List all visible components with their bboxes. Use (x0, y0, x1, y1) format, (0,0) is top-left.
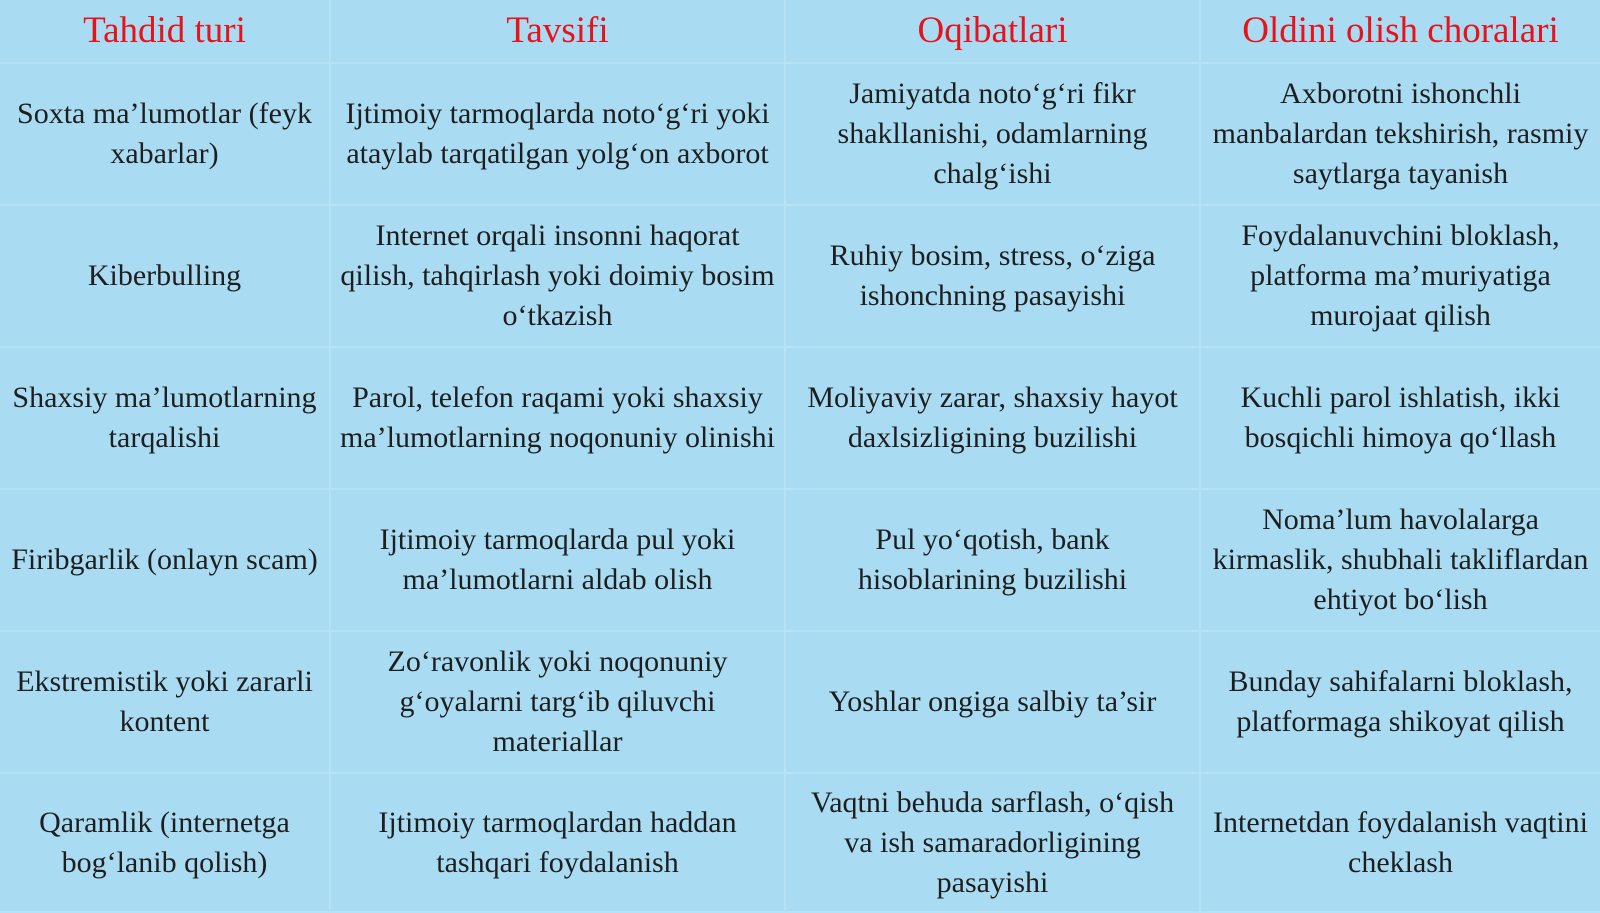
cell-consequences: Moliyaviy zarar, shaxsiy hayot daxlsizligining buzilishi (785, 347, 1200, 489)
cell-prevention: Kuchli parol ishlatish, ikki bosqichli himoya qo‘llash (1200, 347, 1600, 489)
cell-threat-type: Soxta ma’lumotlar (feyk xabarlar) (0, 63, 330, 205)
cell-consequences: Yoshlar ongiga salbiy ta’sir (785, 631, 1200, 773)
header-row (0, 0, 1600, 63)
table-row (0, 63, 1600, 205)
table-row (0, 347, 1600, 489)
cell-prevention: Axborotni ishonchli manbalardan tekshirish, rasmiy saytlarga tayanish (1200, 63, 1600, 205)
table-row (0, 205, 1600, 347)
cell-description: Parol, telefon raqami yoki shaxsiy ma’lumotlarning noqonuniy olinishi (330, 347, 785, 489)
cell-threat-type: Ekstremistik yoki zararli kontent (0, 631, 330, 773)
cell-threat-type: Firibgarlik (onlayn scam) (0, 489, 330, 631)
cell-prevention: Foydalanuvchini bloklash, platforma ma’muriyatiga murojaat qilish (1200, 205, 1600, 347)
cell-prevention: Internetdan foydalanish vaqtini cheklash (1200, 773, 1600, 912)
cell-threat-type: Qaramlik (internetga bog‘lanib qolish) (0, 773, 330, 912)
cell-prevention: Bunday sahifalarni bloklash, platformaga shikoyat qilish (1200, 631, 1600, 773)
cell-description: Internet orqali insonni haqorat qilish, tahqirlash yoki doimiy bosim o‘tkazish (330, 205, 785, 347)
cell-consequences: Pul yo‘qotish, bank hisoblarining buzilishi (785, 489, 1200, 631)
cell-threat-type: Kiberbulling (0, 205, 330, 347)
cell-prevention: Noma’lum havolalarga kirmaslik, shubhali takliflardan ehtiyot bo‘lish (1200, 489, 1600, 631)
cell-threat-type: Shaxsiy ma’lumotlarning tarqalishi (0, 347, 330, 489)
cell-description: Ijtimoiy tarmoqlarda pul yoki ma’lumotlarni aldab olish (330, 489, 785, 631)
cell-description: Zo‘ravonlik yoki noqonuniy g‘oyalarni targ‘ib qiluvchi materiallar (330, 631, 785, 773)
table-row (0, 773, 1600, 912)
header-description: Tavsifi (330, 0, 785, 63)
table-row (0, 631, 1600, 773)
header-threat-type: Tahdid turi (0, 0, 330, 63)
header-prevention: Oldini olish choralari (1200, 0, 1600, 63)
cell-description: Ijtimoiy tarmoqlarda noto‘g‘ri yoki ataylab tarqatilgan yolg‘on axborot (330, 63, 785, 205)
cell-description: Ijtimoiy tarmoqlardan haddan tashqari foydalanish (330, 773, 785, 912)
cell-consequences: Ruhiy bosim, stress, o‘ziga ishonchning pasayishi (785, 205, 1200, 347)
table-row (0, 489, 1600, 631)
header-consequences: Oqibatlari (785, 0, 1200, 63)
cell-consequences: Vaqtni behuda sarflash, o‘qish va ish samaradorligining pasayishi (785, 773, 1200, 912)
cell-consequences: Jamiyatda noto‘g‘ri fikr shakllanishi, odamlarning chalg‘ishi (785, 63, 1200, 205)
